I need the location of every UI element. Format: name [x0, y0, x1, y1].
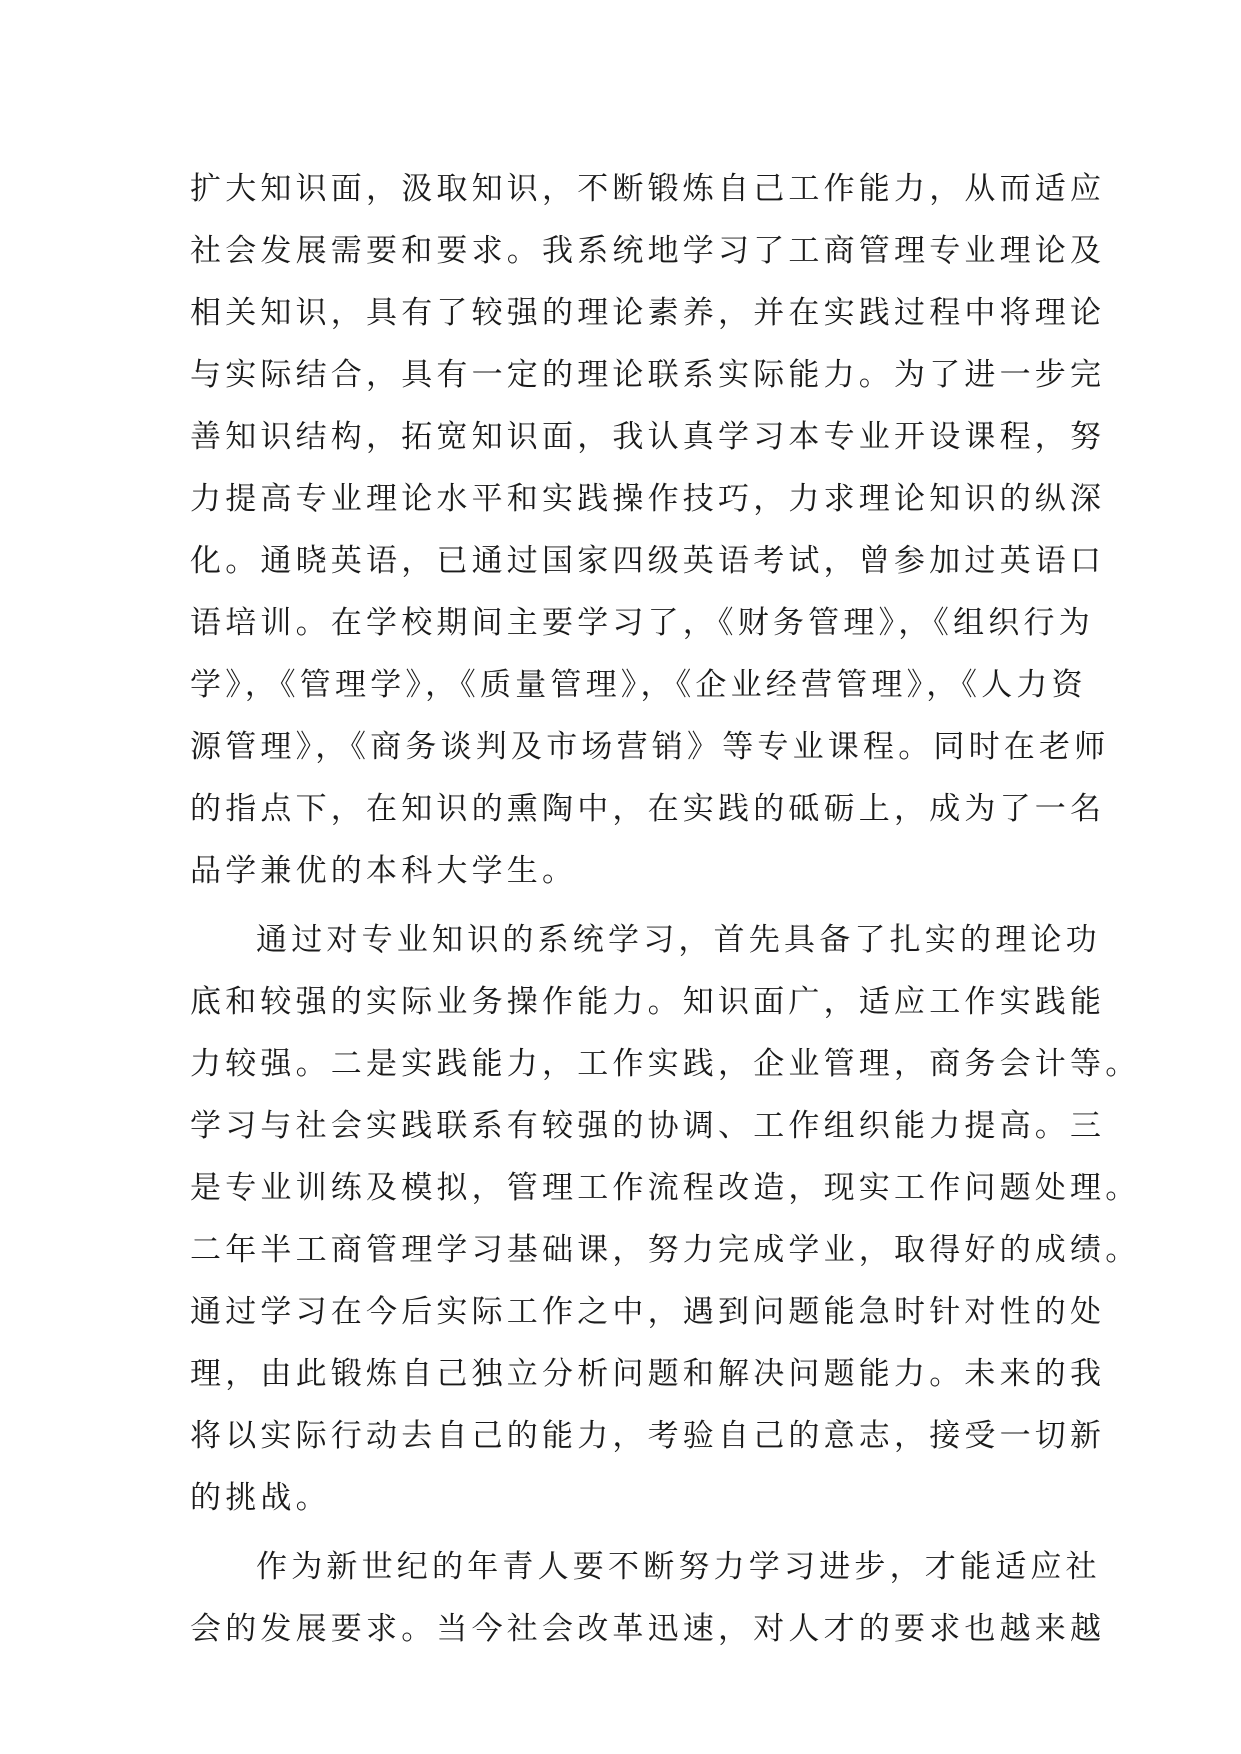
text-line: 二年半工商管理学习基础课，努力完成学业，取得好的成绩。: [190, 1232, 1141, 1268]
text-line: 化。通晓英语，已通过国家四级英语考试，曾参加过英语口: [190, 543, 1106, 579]
text-line: 语培训。在学校期间主要学习了，《财务管理》，《组织行为: [190, 605, 1094, 641]
paragraph-spacing: [190, 902, 1050, 909]
text-line: 源管理》，《商务谈判及市场营销》等专业课程。同时在老师: [190, 729, 1110, 765]
text-line: 的指点下，在知识的熏陶中，在实践的砥砺上，成为了一名: [190, 791, 1106, 827]
text-line: 学习与社会实践联系有较强的协调、工作组织能力提高。三: [190, 1108, 1106, 1144]
text-line: 底和较强的实际业务操作能力。知识面广，适应工作实践能: [190, 984, 1106, 1020]
text-line: 会的发展要求。当今社会改革迅速，对人才的要求也越来越: [190, 1611, 1106, 1647]
text-line: 与实际结合，具有一定的理论联系实际能力。为了进一步完: [190, 357, 1106, 393]
paragraph-2: [190, 909, 1141, 1529]
text-line: 是专业训练及模拟，管理工作流程改造，现实工作问题处理。: [190, 1170, 1141, 1206]
text-line-first: 作为新世纪的年青人要不断努力学习进步，才能适应社: [256, 1549, 1101, 1585]
paragraph-1: [190, 158, 1110, 902]
text-line: 力提高专业理论水平和实践操作技巧，力求理论知识的纵深: [190, 481, 1106, 517]
text-line: 通过学习在今后实际工作之中，遇到问题能急时针对性的处: [190, 1294, 1106, 1330]
text-line: 相关知识，具有了较强的理论素养，并在实践过程中将理论: [190, 295, 1106, 331]
text-line: 扩大知识面，汲取知识，不断锻炼自己工作能力，从而适应: [190, 171, 1106, 207]
text-line: 的挑战。: [190, 1480, 331, 1516]
text-line: 理，由此锻炼自己独立分析问题和解决问题能力。未来的我: [190, 1356, 1106, 1392]
text-line: 善知识结构，拓宽知识面，我认真学习本专业开设课程，努: [190, 419, 1106, 455]
text-line: 学》，《管理学》，《质量管理》，《企业经营管理》，《人力资: [190, 667, 1087, 703]
document-body: [190, 158, 1141, 1660]
text-line: 社会发展需要和要求。我系统地学习了工商管理专业理论及: [190, 233, 1106, 269]
text-line-first: 通过对专业知识的系统学习，首先具备了扎实的理论功: [256, 922, 1101, 958]
text-line: 力较强。二是实践能力，工作实践，企业管理，商务会计等。: [190, 1046, 1141, 1082]
text-line: 品学兼优的本科大学生。: [190, 853, 578, 889]
paragraph-spacing: [190, 1529, 1050, 1536]
paragraph-3: [190, 1536, 1106, 1660]
text-line: 将以实际行动去自己的能力，考验自己的意志，接受一切新: [190, 1418, 1106, 1454]
